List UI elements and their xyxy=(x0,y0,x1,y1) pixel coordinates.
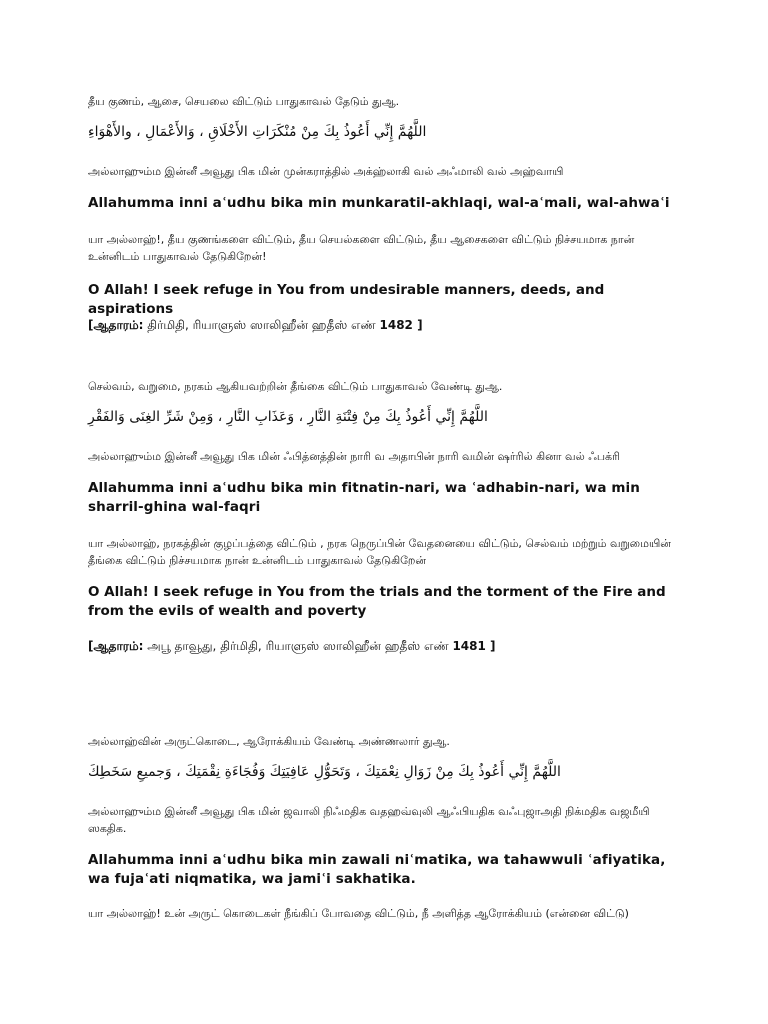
dua-heading: தீய குணம், ஆசை, செயலை விட்டும் பாதுகாவல் தேடும் துஆ. xyxy=(88,95,400,108)
english-meaning: O Allah! I seek refuge in You from undesirable manners, deeds, and aspirations xyxy=(88,282,605,317)
source-text: அபூ தாவூது, திர்மிதி, ரியாளுஸ் ஸாலிஹீன் ஹதீஸ் எண் xyxy=(147,639,449,653)
source-number: 1481 ] xyxy=(452,639,496,653)
english-meaning: O Allah! I seek refuge in You from the trials and the torment of the Fire and from the evils of wealth and poverty xyxy=(88,584,666,619)
tamil-meaning: யா அல்லாஹ்!, தீய குணங்களை விட்டும், தீய செயல்களை விட்டும், தீய ஆசைகளை விட்டும் நிச்சயமாக நான் உன்னிடம் பாதுகாவல் தேடுகிறேன்! xyxy=(88,233,635,263)
arabic-text: اللَّهُمَّ إِنِّي أَعُوذُ بِكَ مِنْ فِتْنَةِ النَّارِ ، وَعَذَابِ النَّارِ ، وَمِنْ شَرِّ الغِنَى وَالفَقْرِ xyxy=(88,409,488,425)
arabic-text: اللَّهُمَّ إِنِّي أَعُوذُ بِكَ مِنْ زَوَالِ نِعْمَتِكَ ، وَتَحَوُّلِ عَافِيَتِكَ وَفُجَاءَةِ نِقْمَتِكَ ، وَجميعِ سَخَطِكَ xyxy=(88,764,561,780)
source-label: [ஆதாரம்: xyxy=(88,639,144,653)
arabic-text: اللَّهُمَّ إِنِّي أَعُوذُ بِكَ مِنْ مُنْكَرَاتِ الأَخْلَاقِ ، وَالأَعْمَالِ ، والأَهْوَاءِ xyxy=(88,124,427,140)
source-text: திர்மிதி, ரியாளுஸ் ஸாலிஹீன் ஹதீஸ் எண் xyxy=(147,318,376,332)
tamil-meaning: யா அல்லாஹ், நரகத்தின் குழப்பத்தை விட்டும் , நரக நெருப்பின் வேதனையை விட்டும், செல்வம் மற்றும் வறுமையின் தீங்கை விட்டும் நிச்சயமாக நான் உன்னிடம் பாதுகாவல் தேடுகிறேன் xyxy=(88,537,671,567)
dua-heading: செல்வம், வறுமை, நரகம் ஆகியவற்றின் தீங்கை விட்டும் பாதுகாவல் வேண்டி துஆ. xyxy=(88,380,503,393)
source-reference xyxy=(88,638,678,655)
transliteration: Allahumma inni aʿudhu bika min zawali niʿmatika, wa tahawwuli ʿafiyatika, wa fujaʿati niqmatika, wa jamiʿi sakhatika. xyxy=(88,852,666,887)
transliteration: Allahumma inni aʿudhu bika min munkaratil-akhlaqi, wal-aʿmali, wal-ahwaʿi xyxy=(88,195,670,211)
source-number: 1482 ] xyxy=(379,318,423,332)
dua-heading: அல்லாஹ்வின் அருட்கொடை, ஆரோக்கியம் வேண்டி அண்ணலார் துஆ. xyxy=(88,735,450,748)
tamil-transliteration: அல்லாஹும்ம இன்னீ அவூது பிக மின் ஜவாலி நிஃமதிக வதஹவ்வுலி ஆஃபியதிக வஃபுஜாஅதி நிக்மதிக வஜமீயி ஸகதிக. xyxy=(88,805,650,835)
tamil-meaning: யா அல்லாஹ்! உன் அருட் கொடைகள் நீங்கிப் போவதை விட்டும், நீ அளித்த ஆரோக்கியம் (என்னை விட்டு) xyxy=(88,907,629,920)
tamil-transliteration: அல்லாஹும்ம இன்னீ அவூது பிக மின் ஃபித்னத்தின் நாரி வ அதாபின் நாரி வமின் ஷர்ரில் கினா வல் ஃபக்ரி xyxy=(88,450,620,463)
tamil-transliteration: அல்லாஹும்ம இன்னீ அவூது பிக மின் முன்கராத்தில் அக்ஹ்லாகி வல் அஃமாலி வல் அஹ்வாயி xyxy=(88,165,564,178)
source-reference xyxy=(88,317,678,334)
transliteration: Allahumma inni aʿudhu bika min fitnatin-nari, wa ʿadhabin-nari, wa min sharril-ghina wal-faqri xyxy=(88,480,640,515)
source-label: [ஆதாரம்: xyxy=(88,318,144,332)
